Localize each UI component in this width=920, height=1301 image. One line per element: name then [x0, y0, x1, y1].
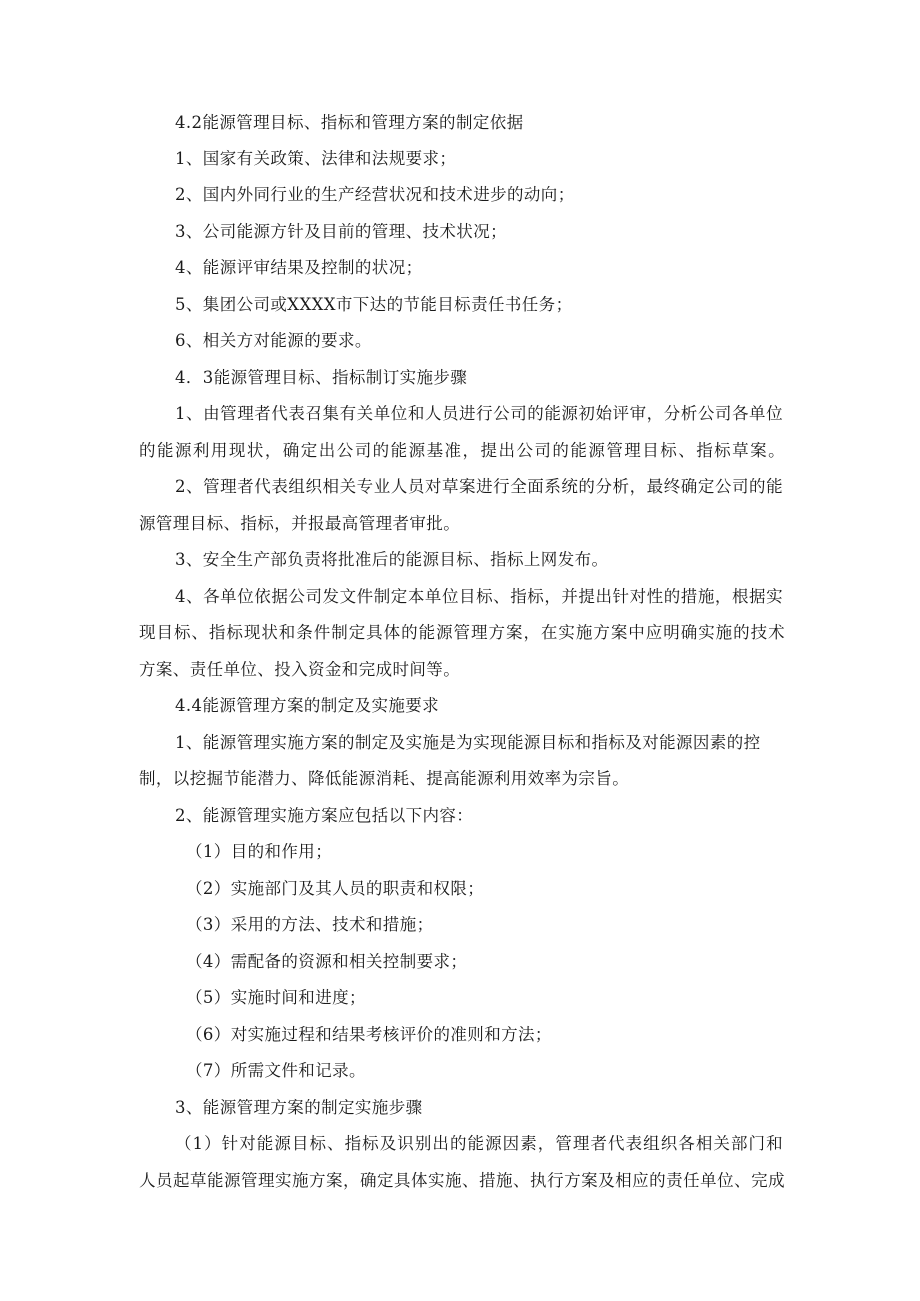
list-item: 1、国家有关政策、法律和法规要求；	[175, 149, 457, 168]
paragraph-line: 1、由管理者代表召集有关单位和人员进行公司的能源初始评审，分析公司各单位	[175, 404, 783, 423]
list-item: （7）所需文件和记录。	[186, 1061, 366, 1080]
list-item: （5）实施时间和进度；	[186, 988, 366, 1007]
list-item: 4、能源评审结果及控制的状况；	[175, 258, 423, 277]
list-item: （2）实施部门及其人员的职责和权限；	[186, 879, 485, 898]
paragraph-line: 现目标、指标现状和条件制定具体的能源管理方案，在实施方案中应明确实施的技术	[139, 623, 785, 642]
paragraph-line: 制，以挖掘节能潜力、降低能源消耗、提高能源利用效率为宗旨。	[139, 769, 630, 788]
paragraph-line: 3、安全生产部负责将批准后的能源目标、指标上网发布。	[175, 550, 609, 569]
list-item: （4）需配备的资源和相关控制要求；	[186, 952, 468, 971]
paragraph-line: 的能源利用现状，确定出公司的能源基准，提出公司的能源管理目标、指标草案。	[139, 441, 785, 460]
section-heading-4-4: 4.4能源管理方案的制定及实施要求	[175, 696, 440, 715]
paragraph-line: 源管理目标、指标，并报最高管理者审批。	[139, 514, 461, 533]
paragraph-line: 方案、责任单位、投入资金和完成时间等。	[139, 660, 461, 679]
paragraph-line: （1）针对能源目标、指标及识别出的能源因素，管理者代表组织各相关部门和	[175, 1134, 783, 1153]
list-item: 2、国内外同行业的生产经营状况和技术进步的动向；	[175, 185, 575, 204]
list-item: 3、公司能源方针及目前的管理、技术状况；	[175, 222, 507, 241]
list-item: （3）采用的方法、技术和措施；	[186, 915, 434, 934]
list-item: 6、相关方对能源的要求。	[175, 331, 372, 350]
list-item: 5、集团公司或XXXX市下达的节能目标责任书任务；	[175, 295, 573, 314]
paragraph-line: 1、能源管理实施方案的制定及实施是为实现能源目标和指标及对能源因素的控	[175, 733, 761, 752]
list-item: （6）对实施过程和结果考核评价的准则和方法；	[186, 1025, 552, 1044]
paragraph-line: 2、能源管理实施方案应包括以下内容：	[175, 806, 474, 825]
list-item: （1）目的和作用；	[186, 842, 333, 861]
paragraph-line: 4、各单位依据公司发文件制定本单位目标、指标，并提出针对性的措施，根据实	[175, 587, 783, 606]
paragraph-line: 3、能源管理方案的制定实施步骤	[175, 1098, 423, 1117]
section-heading-4-2: 4.2能源管理目标、指标和管理方案的制定依据	[175, 113, 524, 132]
section-heading-4-3: 4．3能源管理目标、指标制订实施步骤	[175, 368, 468, 387]
paragraph-line: 2、管理者代表组织相关专业人员对草案进行全面系统的分析，最终确定公司的能	[175, 477, 783, 496]
paragraph-line: 人员起草能源管理实施方案，确定具体实施、措施、执行方案及相应的责任单位、完成	[139, 1171, 785, 1190]
